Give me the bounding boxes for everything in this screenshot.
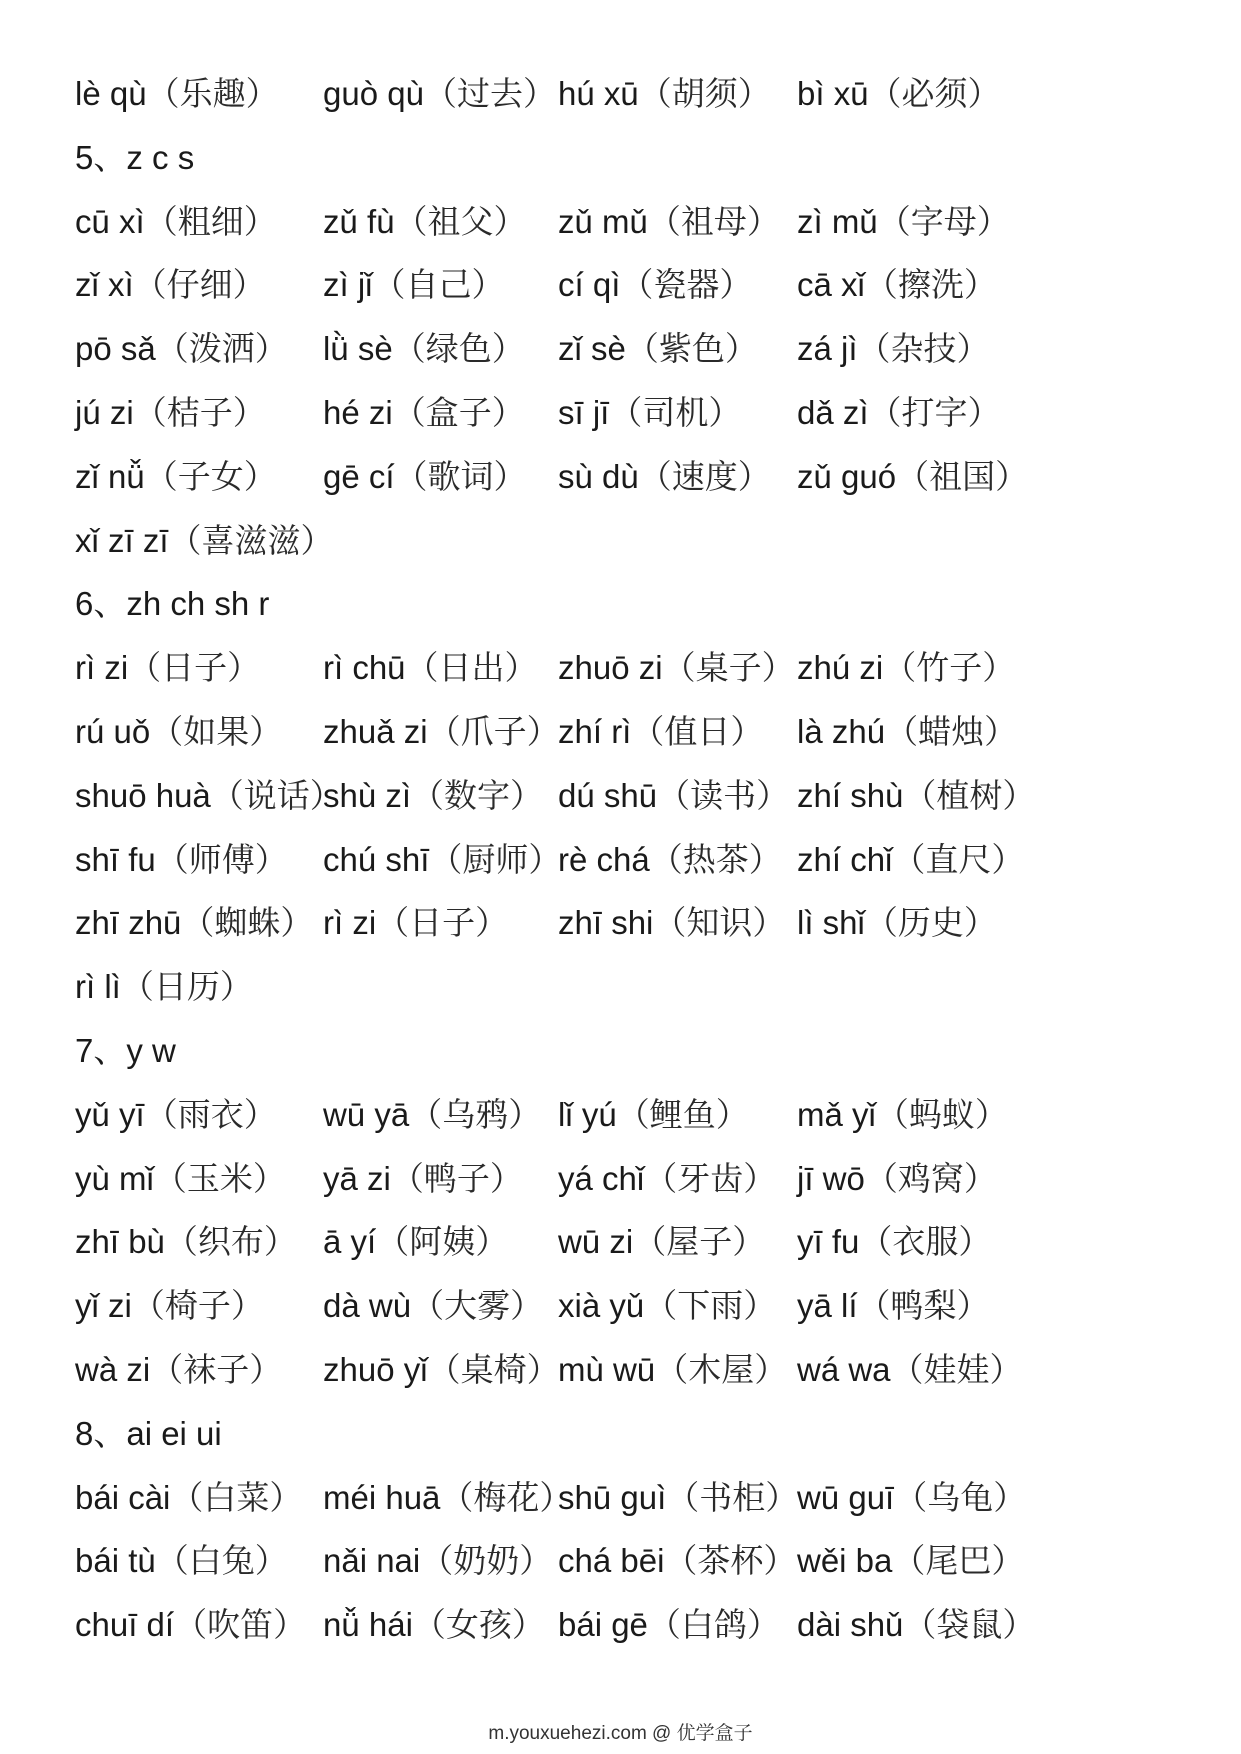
pinyin-text: rì zi <box>75 649 129 687</box>
pinyin-text: yā lí <box>797 1287 858 1325</box>
word-item <box>797 1344 1023 1391</box>
pinyin-text: zhí chǐ <box>797 840 893 878</box>
hanzi-text: （紫色） <box>625 329 758 369</box>
footer-watermark: m.youxuehezi.com @ 优学盒子 <box>488 1723 753 1744</box>
pinyin-text: wěi ba <box>797 1542 893 1580</box>
word-item <box>558 1344 787 1391</box>
pinyin-text: jú zi <box>75 394 134 431</box>
hanzi-text: （娃娃） <box>890 1350 1023 1389</box>
word-item <box>323 1216 508 1263</box>
pinyin-text: wū zi <box>558 1223 634 1261</box>
word-item <box>323 1089 541 1136</box>
pinyin-text: zǔ mǔ <box>558 202 648 240</box>
word-item <box>797 1153 997 1200</box>
hanzi-text: （吹笛） <box>174 1605 307 1645</box>
hanzi-text: （绿色） <box>392 329 525 369</box>
hanzi-text: （打字） <box>868 393 1001 432</box>
hanzi-text: （袋鼠） <box>903 1605 1036 1645</box>
word-row <box>75 770 1195 834</box>
pinyin-text: lǜ sè <box>323 330 393 368</box>
pinyin-text: yā zi <box>323 1159 391 1197</box>
word-row <box>75 1472 1195 1536</box>
hanzi-text: （知识） <box>653 903 786 943</box>
pinyin-text: shuō huà <box>75 776 211 814</box>
hanzi-text: （袜子） <box>150 1350 283 1389</box>
word-item <box>323 1280 543 1327</box>
word-row <box>75 259 1195 323</box>
word-item <box>558 706 763 753</box>
pinyin-text: yù mǐ <box>75 1159 154 1197</box>
hanzi-text: （历史） <box>864 903 997 943</box>
pinyin-text: chá bēi <box>558 1542 665 1580</box>
hanzi-text: （白鸽） <box>647 1605 780 1645</box>
word-item <box>558 259 752 306</box>
hanzi-text: （女孩） <box>412 1605 545 1645</box>
pinyin-text: dú shū <box>558 776 658 814</box>
pinyin-text: bái tù <box>75 1542 156 1580</box>
pinyin-text: yǔ yī <box>75 1095 145 1133</box>
word-item <box>797 706 1017 753</box>
word-item <box>75 387 266 434</box>
hanzi-text: （竹子） <box>883 648 1016 688</box>
hanzi-text: （瓷器） <box>620 265 753 305</box>
hanzi-text: （尾巴） <box>892 1541 1025 1581</box>
pinyin-text: méi huā <box>323 1478 441 1516</box>
hanzi-text: （盒子） <box>392 393 525 432</box>
pinyin-text: chú shī <box>323 840 430 878</box>
pinyin-text: rì chū <box>323 649 406 687</box>
hanzi-text: （鸭子） <box>390 1158 523 1198</box>
pinyin-text: zǔ fù <box>323 202 395 240</box>
pinyin-text: xià yǔ <box>558 1287 645 1325</box>
word-item <box>558 1089 749 1136</box>
word-row <box>75 515 1195 579</box>
pinyin-text: hú xū <box>558 75 639 112</box>
word-row <box>75 961 1195 1025</box>
pinyin-text: shī fu <box>75 840 156 878</box>
word-row <box>75 451 1195 515</box>
word-item <box>797 897 997 944</box>
hanzi-text: （师傅） <box>155 839 288 879</box>
hanzi-text: （梅花） <box>440 1477 573 1517</box>
word-item <box>323 1535 552 1582</box>
pinyin-text: nǎi nai <box>323 1542 421 1580</box>
word-item <box>323 68 556 115</box>
hanzi-text: （白菜） <box>170 1477 303 1517</box>
pinyin-text: yá chǐ <box>558 1159 645 1197</box>
word-item <box>558 642 795 689</box>
pinyin-text: cā xǐ <box>797 266 865 304</box>
word-item <box>558 897 785 944</box>
pinyin-text: zhī bù <box>75 1223 165 1261</box>
word-row <box>75 1216 1195 1280</box>
pinyin-text: bái gē <box>558 1606 648 1644</box>
pinyin-text: zhú zi <box>797 649 884 687</box>
hanzi-text: （热茶） <box>649 839 782 879</box>
hanzi-text: （日子） <box>376 903 509 943</box>
pinyin-text: zì jǐ <box>323 266 373 304</box>
word-item <box>558 196 780 243</box>
word-item <box>75 1089 277 1136</box>
pinyin-text: zhí rì <box>558 713 632 750</box>
hanzi-text: （值日） <box>631 712 764 751</box>
hanzi-text: （大雾） <box>411 1286 544 1326</box>
pinyin-text: dài shǔ <box>797 1606 904 1644</box>
word-item <box>797 642 1015 689</box>
pinyin-text: yī fu <box>797 1223 860 1261</box>
section-heading: 8、ai ei ui <box>75 1414 222 1452</box>
hanzi-text: （鲤鱼） <box>616 1094 749 1134</box>
hanzi-text: （书柜） <box>666 1477 799 1517</box>
hanzi-text: （歌词） <box>394 456 527 496</box>
pinyin-text: zhī zhū <box>75 904 182 942</box>
word-item <box>797 1089 1008 1136</box>
word-row <box>75 1344 1195 1408</box>
hanzi-text: （擦洗） <box>864 265 997 305</box>
hanzi-text: （椅子） <box>131 1286 264 1326</box>
hanzi-text: （织布） <box>164 1222 297 1262</box>
pinyin-text: bái cài <box>75 1478 171 1516</box>
hanzi-text: （自己） <box>372 265 505 305</box>
hanzi-text: （植树） <box>903 775 1036 815</box>
word-item <box>558 387 741 434</box>
pinyin-text: bì xū <box>797 75 869 112</box>
word-row <box>75 1153 1195 1217</box>
word-row <box>75 834 1195 898</box>
word-item <box>75 642 260 689</box>
pinyin-text: ā yí <box>323 1223 377 1261</box>
word-item <box>558 1535 796 1582</box>
word-item <box>75 1216 297 1263</box>
hanzi-text: （白兔） <box>155 1541 288 1581</box>
word-item <box>558 1472 798 1519</box>
word-item <box>323 196 527 243</box>
word-item <box>797 1599 1035 1646</box>
word-item <box>797 323 990 370</box>
word-item <box>75 1472 302 1519</box>
pinyin-text: shù zì <box>323 776 412 814</box>
hanzi-text: （桌椅） <box>427 1350 560 1389</box>
hanzi-text: （祖父） <box>394 201 527 241</box>
hanzi-text: （速度） <box>638 456 771 496</box>
word-item <box>323 1153 523 1200</box>
word-item <box>75 706 282 753</box>
hanzi-text: （过去） <box>423 74 556 113</box>
word-item <box>323 834 561 881</box>
pinyin-text: mǎ yǐ <box>797 1095 876 1133</box>
word-row <box>75 897 1195 961</box>
hanzi-text: （日子） <box>128 648 261 688</box>
hanzi-text: （蚂蚁） <box>875 1094 1008 1134</box>
pinyin-text: zhuǎ zi <box>323 713 428 750</box>
pinyin-text: guò qù <box>323 75 424 112</box>
pinyin-text: pō sǎ <box>75 330 156 368</box>
word-item <box>75 1280 264 1327</box>
pinyin-text: zǐ sè <box>558 330 626 368</box>
word-item <box>558 1153 776 1200</box>
hanzi-text: （衣服） <box>859 1222 992 1262</box>
word-item <box>797 770 1035 817</box>
word-item <box>797 259 997 306</box>
pinyin-text: rè chá <box>558 840 650 878</box>
pinyin-text: nǚ hái <box>323 1606 413 1644</box>
pinyin-text: dà wù <box>323 1287 412 1325</box>
hanzi-text: （胡须） <box>638 74 771 113</box>
hanzi-text: （直尺） <box>892 839 1025 879</box>
word-item <box>558 1280 776 1327</box>
word-item <box>558 68 771 115</box>
word-item <box>797 68 1001 115</box>
word-row <box>75 196 1195 260</box>
pinyin-text: là zhú <box>797 713 886 750</box>
word-item <box>323 259 505 306</box>
pinyin-text: rú uǒ <box>75 713 151 750</box>
pinyin-text: chuī dí <box>75 1606 175 1644</box>
hanzi-text: （乌鸦） <box>409 1094 542 1134</box>
pinyin-text: cí qì <box>558 266 621 304</box>
word-item <box>75 196 277 243</box>
pinyin-text: lǐ yú <box>558 1095 617 1133</box>
pinyin-text: zǐ xì <box>75 266 134 304</box>
hanzi-text: （茶杯） <box>664 1541 797 1581</box>
section-heading: 5、z c s <box>75 138 195 176</box>
hanzi-text: （木屋） <box>655 1350 788 1389</box>
pinyin-text: wà zi <box>75 1351 151 1388</box>
word-item <box>75 1599 306 1646</box>
word-item <box>797 451 1028 498</box>
hanzi-text: （日出） <box>405 648 538 688</box>
pinyin-text: xǐ zī zī <box>75 521 169 559</box>
word-item <box>323 387 525 434</box>
hanzi-text: （杂技） <box>857 329 990 369</box>
word-item <box>797 834 1024 881</box>
word-item <box>797 387 1001 434</box>
hanzi-text: （奶奶） <box>420 1541 553 1581</box>
section-heading: 6、zh ch sh r <box>75 585 270 623</box>
hanzi-text: （乌龟） <box>894 1477 1027 1517</box>
pinyin-text: wū guī <box>797 1478 895 1516</box>
hanzi-text: （阿姨） <box>376 1222 509 1262</box>
word-item <box>558 323 758 370</box>
pinyin-text: zhuō zi <box>558 649 663 687</box>
hanzi-text: （玉米） <box>153 1158 286 1198</box>
pinyin-text: mù wū <box>558 1351 656 1388</box>
pinyin-text: zǐ nǚ <box>75 457 145 495</box>
hanzi-text: （如果） <box>150 712 283 751</box>
word-item <box>797 1472 1026 1519</box>
pinyin-text: zǔ guó <box>797 457 897 495</box>
hanzi-text: （仔细） <box>133 265 266 305</box>
hanzi-text: （祖母） <box>647 201 780 241</box>
word-item <box>323 770 543 817</box>
hanzi-text: （蜘蛛） <box>181 903 314 943</box>
word-row <box>75 68 1195 132</box>
word-item <box>75 515 334 562</box>
pinyin-text: zhī shi <box>558 904 654 942</box>
hanzi-text: （桌子） <box>662 648 795 688</box>
word-row <box>75 323 1195 387</box>
word-item <box>75 1535 288 1582</box>
pinyin-text: zhuō yǐ <box>323 1351 428 1388</box>
word-item <box>558 451 771 498</box>
word-item <box>797 1216 991 1263</box>
hanzi-text: （鸭梨） <box>857 1286 990 1326</box>
pinyin-text: hé zi <box>323 394 393 431</box>
word-item <box>75 1153 286 1200</box>
pinyin-text: sī jī <box>558 394 610 431</box>
word-item <box>323 642 538 689</box>
section-heading: 7、y w <box>75 1032 176 1069</box>
pinyin-text: jī wō <box>797 1159 865 1197</box>
pinyin-text: zì mǔ <box>797 202 878 240</box>
pinyin-text: wū yā <box>323 1095 410 1133</box>
hanzi-text: （说话） <box>210 775 343 815</box>
pinyin-text: zhí shù <box>797 776 904 814</box>
hanzi-text: （喜滋滋） <box>168 520 334 560</box>
word-item <box>323 323 525 370</box>
word-item <box>75 961 253 1008</box>
pinyin-text: yǐ zi <box>75 1287 132 1325</box>
pinyin-text: wá wa <box>797 1351 891 1388</box>
hanzi-text: （厨师） <box>429 839 562 879</box>
pinyin-text: cū xì <box>75 202 145 240</box>
word-item <box>323 706 560 753</box>
pinyin-text: rì lì <box>75 968 121 1006</box>
hanzi-text: （粗细） <box>144 201 277 241</box>
pinyin-text: zá jì <box>797 330 858 368</box>
word-item <box>797 1280 990 1327</box>
pinyin-text: sù dù <box>558 457 639 495</box>
word-item <box>797 196 1010 243</box>
hanzi-text: （牙齿） <box>644 1158 777 1198</box>
word-item <box>75 770 343 817</box>
hanzi-text: （乐趣） <box>146 74 279 113</box>
word-item <box>558 1599 780 1646</box>
word-item <box>558 834 782 881</box>
word-item <box>75 259 266 306</box>
word-item <box>323 897 508 944</box>
word-item <box>75 1344 282 1391</box>
word-row <box>75 1089 1195 1153</box>
hanzi-text: （桔子） <box>133 393 266 432</box>
hanzi-text: （下雨） <box>644 1286 777 1326</box>
word-item <box>323 1599 545 1646</box>
word-item <box>75 68 279 115</box>
hanzi-text: （读书） <box>657 775 790 815</box>
word-item <box>75 323 288 370</box>
word-row <box>75 642 1195 706</box>
word-item <box>323 1472 572 1519</box>
hanzi-text: （司机） <box>609 393 742 432</box>
hanzi-text: （屋子） <box>633 1222 766 1262</box>
word-item <box>75 451 277 498</box>
word-item <box>323 451 527 498</box>
word-item <box>558 1216 765 1263</box>
pinyin-text: rì zi <box>323 904 377 942</box>
hanzi-text: （字母） <box>877 201 1010 241</box>
hanzi-text: （数字） <box>411 775 544 815</box>
word-row <box>75 387 1195 451</box>
hanzi-text: （子女） <box>144 456 277 496</box>
word-item <box>323 1344 560 1391</box>
pinyin-text: gē cí <box>323 457 395 495</box>
word-row <box>75 706 1195 770</box>
hanzi-text: （必须） <box>868 74 1001 113</box>
hanzi-text: （泼洒） <box>155 329 288 369</box>
word-item <box>75 897 313 944</box>
hanzi-text: （雨衣） <box>144 1094 277 1134</box>
pinyin-text: lì shǐ <box>797 904 865 942</box>
word-row <box>75 1599 1195 1663</box>
hanzi-text: （蜡烛） <box>885 712 1018 751</box>
hanzi-text: （祖国） <box>896 456 1029 496</box>
hanzi-text: （鸡窝） <box>864 1158 997 1198</box>
pinyin-text: lè qù <box>75 75 147 112</box>
word-item <box>75 834 288 881</box>
hanzi-text: （日历） <box>120 967 253 1007</box>
pinyin-text: dǎ zì <box>797 394 869 431</box>
word-row <box>75 1280 1195 1344</box>
pinyin-text: shū guì <box>558 1478 667 1516</box>
word-item <box>797 1535 1024 1582</box>
word-row <box>75 1535 1195 1599</box>
word-item <box>558 770 789 817</box>
hanzi-text: （爪子） <box>427 712 560 751</box>
